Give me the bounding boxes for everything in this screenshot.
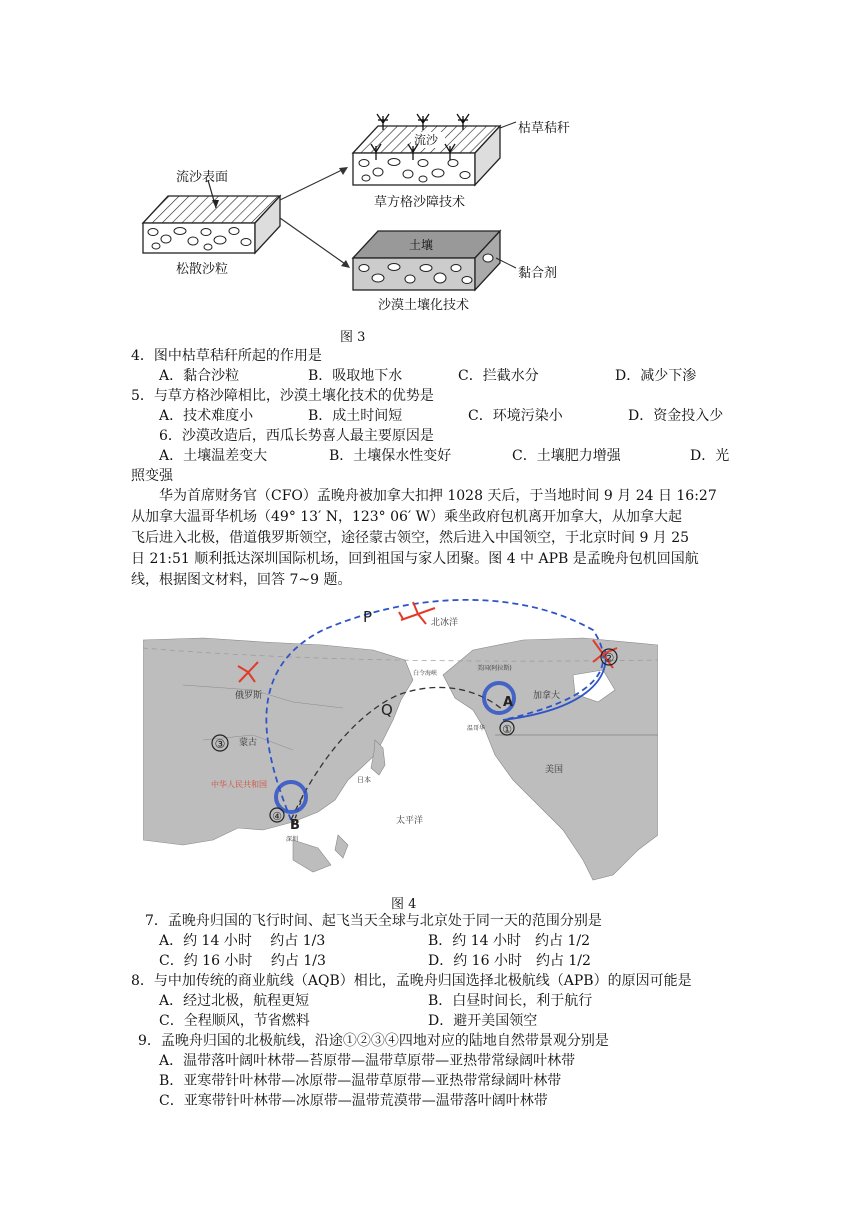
q9-option-a: A．温带落叶阔叶林带—苔原带—温带草原带—亚热带常绿阔叶林带 — [159, 1053, 576, 1069]
route-label-P: P — [363, 608, 373, 626]
q4-option-a: A．黏合沙粒 — [159, 368, 240, 384]
label-loose-sand: 松散沙粒 — [176, 262, 229, 277]
question-6-stem: 6．沙漠改造后，西瓜长势喜人最主要原因是 — [159, 428, 434, 444]
vancouver-label: 温哥华 — [467, 725, 486, 732]
usa-label: 美国 — [545, 765, 564, 775]
label-surface: 流沙表面 — [176, 170, 229, 185]
passage-line-2: 从加拿大温哥华机场（49° 13′ N，123° 06′ W）乘坐政府包机离开加拿大，从加拿大起 — [131, 509, 682, 525]
canada-label: 加拿大 — [533, 691, 561, 701]
q6-option-a: A．土壤温差变大 — [159, 448, 268, 464]
marker-1-num: ① — [502, 723, 512, 736]
label-straw: 枯草秸秆 — [518, 121, 571, 136]
q5-option-a: A．技术难度小 — [159, 408, 254, 424]
q7-option-c: C．约 16 小时 约占 1/3 — [159, 953, 326, 969]
label-binder: 黏合剂 — [518, 266, 558, 281]
passage-line-3: 飞后进入北极，借道俄罗斯领空，途径蒙古领空，然后进入中国领空，于北京时间 9 月 25 — [131, 530, 690, 546]
label-soil-tech: 沙漠土壤化技术 — [378, 298, 470, 313]
soil-block — [353, 231, 516, 290]
china-label: 中华人民共和国 — [211, 780, 267, 789]
q5-option-c: C．环境污染小 — [468, 408, 563, 424]
q4-option-c: C．拦截水分 — [458, 368, 539, 384]
question-8-stem: 8．与中加传统的商业航线（AQB）相比，孟晚舟归国选择北极航线（APB）的原因可能是 — [131, 973, 692, 989]
question-5-stem: 5．与草方格沙障相比，沙漠土壤化技术的优势是 — [131, 388, 434, 404]
question-4-stem: 4．图中枯草秸秆所起的作用是 — [131, 348, 322, 364]
q9-option-b: B．亚寒带针叶林带—冰原带—温带草原带—亚热带常绿阔叶林带 — [159, 1073, 562, 1089]
mongolia-label: 蒙古 — [239, 738, 258, 748]
alaska-label: 美国(阿拉斯) — [477, 665, 512, 672]
straw-grid-block — [353, 114, 516, 185]
q5-option-d: D．资金投入少 — [628, 408, 724, 424]
label-quicksand: 流沙 — [414, 133, 439, 147]
question-9-stem: 9．孟晚舟归国的北极航线，沿途①②③④四地对应的陆地自然带景观分别是 — [138, 1033, 609, 1049]
q8-option-b: B．白昼时间长，利于航行 — [428, 993, 593, 1009]
figure-4-caption: 图 4 — [391, 897, 417, 912]
figure-4-map — [143, 590, 658, 885]
q9-option-c: C．亚寒带针叶林带—冰原带—温带荒漠带—温带落叶阔叶林带 — [159, 1093, 548, 1109]
route-label-Q: Q — [381, 701, 393, 719]
figure-3-diagram — [138, 108, 578, 308]
loose-sand-block — [143, 196, 280, 253]
q8-option-a: A．经过北极，航程更短 — [159, 993, 310, 1009]
q4-option-b: B．吸取地下水 — [308, 368, 403, 384]
q6-option-c: C．土壤肥力增强 — [512, 448, 621, 464]
passage-line-5: 线，根据图文材料，回答 7~9 题。 — [131, 572, 352, 588]
russia-label: 俄罗斯 — [235, 691, 263, 701]
marker-3-num: ③ — [214, 737, 226, 751]
figure-3-caption: 图 3 — [340, 330, 366, 345]
shenzhen-label: 深圳 — [286, 836, 299, 843]
point-A-label: A — [503, 695, 514, 710]
q8-option-c: C．全程顺风，节省燃料 — [159, 1013, 310, 1029]
q7-option-d: D．约 16 小时 约占 1/2 — [428, 953, 591, 969]
q6-option-d-wrap: 照变强 — [131, 468, 173, 484]
arctic-label: 北冰洋 — [431, 618, 459, 628]
q6-option-d: D．光 — [690, 448, 730, 464]
q7-option-b: B．约 14 小时 约占 1/2 — [428, 933, 590, 949]
marker-4-num: ④ — [272, 810, 282, 823]
bering-label: 白令海峡 — [413, 670, 438, 677]
q4-option-d: D．减少下渗 — [615, 368, 697, 384]
q7-option-a: A．约 14 小时 约占 1/3 — [159, 933, 326, 949]
label-soil: 土壤 — [409, 238, 434, 252]
q5-option-b: B．成土时间短 — [308, 408, 403, 424]
japan-label: 日本 — [357, 776, 371, 784]
pacific-label: 太平洋 — [396, 816, 424, 826]
passage-line-4: 日 21:51 顺利抵达深圳国际机场，回到祖国与家人团聚。图 4 中 APB 是孟晚舟包机回国航 — [131, 551, 699, 567]
label-grid-tech: 草方格沙障技术 — [374, 195, 466, 210]
q8-option-d: D．避开美国领空 — [428, 1013, 538, 1029]
q6-option-b: B．土壤保水性变好 — [329, 448, 452, 464]
question-7-stem: 7．孟晚舟归国的飞行时间、起飞当天全球与北京处于同一天的范围分别是 — [145, 913, 602, 929]
passage-line-1: 华为首席财务官（CFO）孟晚舟被加拿大扣押 1028 天后，于当地时间 9 月 24 日 16:27 — [159, 488, 717, 504]
marker-2-num: ② — [603, 651, 615, 665]
point-B-label: B — [290, 818, 300, 833]
